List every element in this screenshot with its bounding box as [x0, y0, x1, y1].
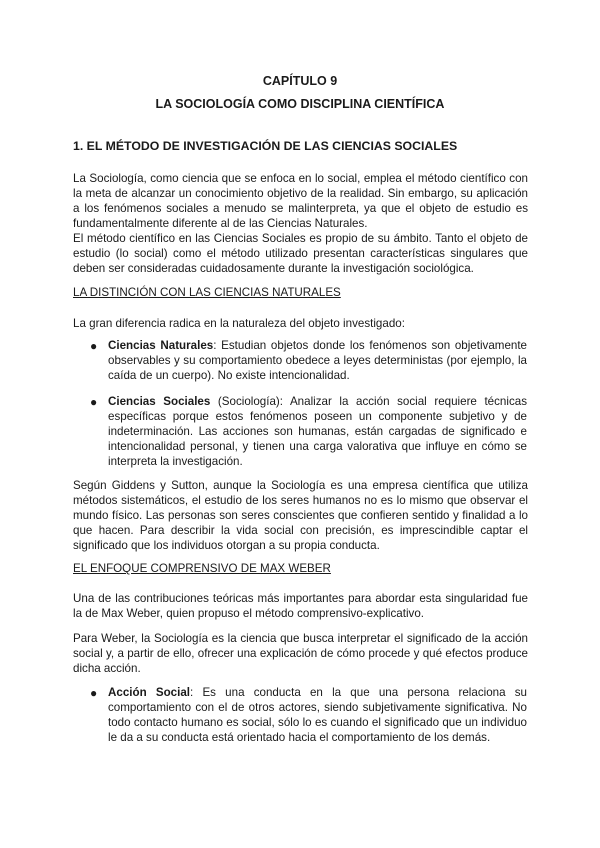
- bullet-term: Ciencias Naturales: [108, 339, 214, 352]
- chapter-number: CAPÍTULO 9: [262, 74, 338, 88]
- bullet-term: Ciencias Sociales: [108, 395, 211, 408]
- bullet-accion-social: [108, 685, 527, 745]
- bullet-marker: ●: [90, 686, 98, 700]
- distincion-intro: La gran diferencia radica en la naturaleza del objeto investigado:: [73, 317, 405, 330]
- section-heading: 1. EL MÉTODO DE INVESTIGACIÓN DE LAS CIENCIAS SOCIALES: [73, 139, 458, 153]
- bullet-text: : Estudian objetos donde los fenómenos son objetivamente observables y su comportamiento obedece a leyes deterministas (por ejemplo, la caída de un cuerpo). No existe intencionalidad.: [108, 339, 528, 382]
- bullet-term: Acción Social: [108, 686, 191, 699]
- bullet-text: : Es una conducta en la que una persona relaciona su comportamiento con el de otros actores, siendo subjetivamente significativa. No todo contacto humano es social, sólo lo es cuando el significado que un individuo le da a su conducta está orientado hacia el comportamiento de los demás.: [108, 686, 527, 744]
- weber-paragraph-1: Una de las contribuciones teóricas más importantes para abordar esta singularidad fue la de Max Weber, quien propuso el método comprensivo-explicativo.: [73, 592, 528, 620]
- bullet-text: : Analizar la acción social requiere técnicas específicas porque estos fenómenos poseen un componente subjetivo y de indeterminación. Las acciones son humanas, están cargadas de significado e intencionalidad personal, y tienen una carga valorativa que influye en cómo se interpreta la investigación.: [108, 395, 527, 468]
- bullet-qualifier: (Sociología): [210, 395, 280, 408]
- bullet-marker: ●: [90, 395, 98, 409]
- weber-paragraph-2: Para Weber, la Sociología es la ciencia que busca interpretar el significado de la acción social y, a partir de ello, ofrecer una explicación de cómo procede y qué efectos produce dicha acción.: [73, 632, 528, 675]
- bullet-ciencias-naturales: [108, 338, 527, 383]
- subheading-weber: EL ENFOQUE COMPRENSIVO DE MAX WEBER: [73, 562, 331, 575]
- giddens-paragraph: Según Giddens y Sutton, aunque la Sociología es una empresa científica que utiliza métodos sistemáticos, el estudio de los seres humanos no es lo mismo que observar el mundo físico. Las personas son seres conscientes que confieren sentido y finalidad a lo que hacen. Para describir la vida social con precisión, es imprescindible captar el significado que los individuos otorgan a su propia conducta.: [73, 479, 528, 552]
- bullet-ciencias-sociales: [108, 394, 527, 469]
- bullet-marker: ●: [90, 339, 98, 353]
- method-paragraph: El método científico en las Ciencias Sociales es propio de su ámbito. Tanto el objeto de estudio (lo social) como el método utilizado presentan características singulares que deben ser consideradas cuidadosamente durante la investigación sociológica.: [73, 232, 528, 275]
- chapter-title: LA SOCIOLOGÍA COMO DISCIPLINA CIENTÍFICA: [155, 97, 445, 111]
- subheading-distincion: LA DISTINCIÓN CON LAS CIENCIAS NATURALES: [73, 286, 341, 299]
- intro-paragraph: La Sociología, como ciencia que se enfoca en lo social, emplea el método científico con la meta de alcanzar un conocimiento objetivo de la realidad. Sin embargo, su aplicación a los fenómenos sociales a menudo se malinterpreta, ya que el objeto de estudio es fundamentalmente diferente al de las Ciencias Naturales.: [73, 172, 528, 230]
